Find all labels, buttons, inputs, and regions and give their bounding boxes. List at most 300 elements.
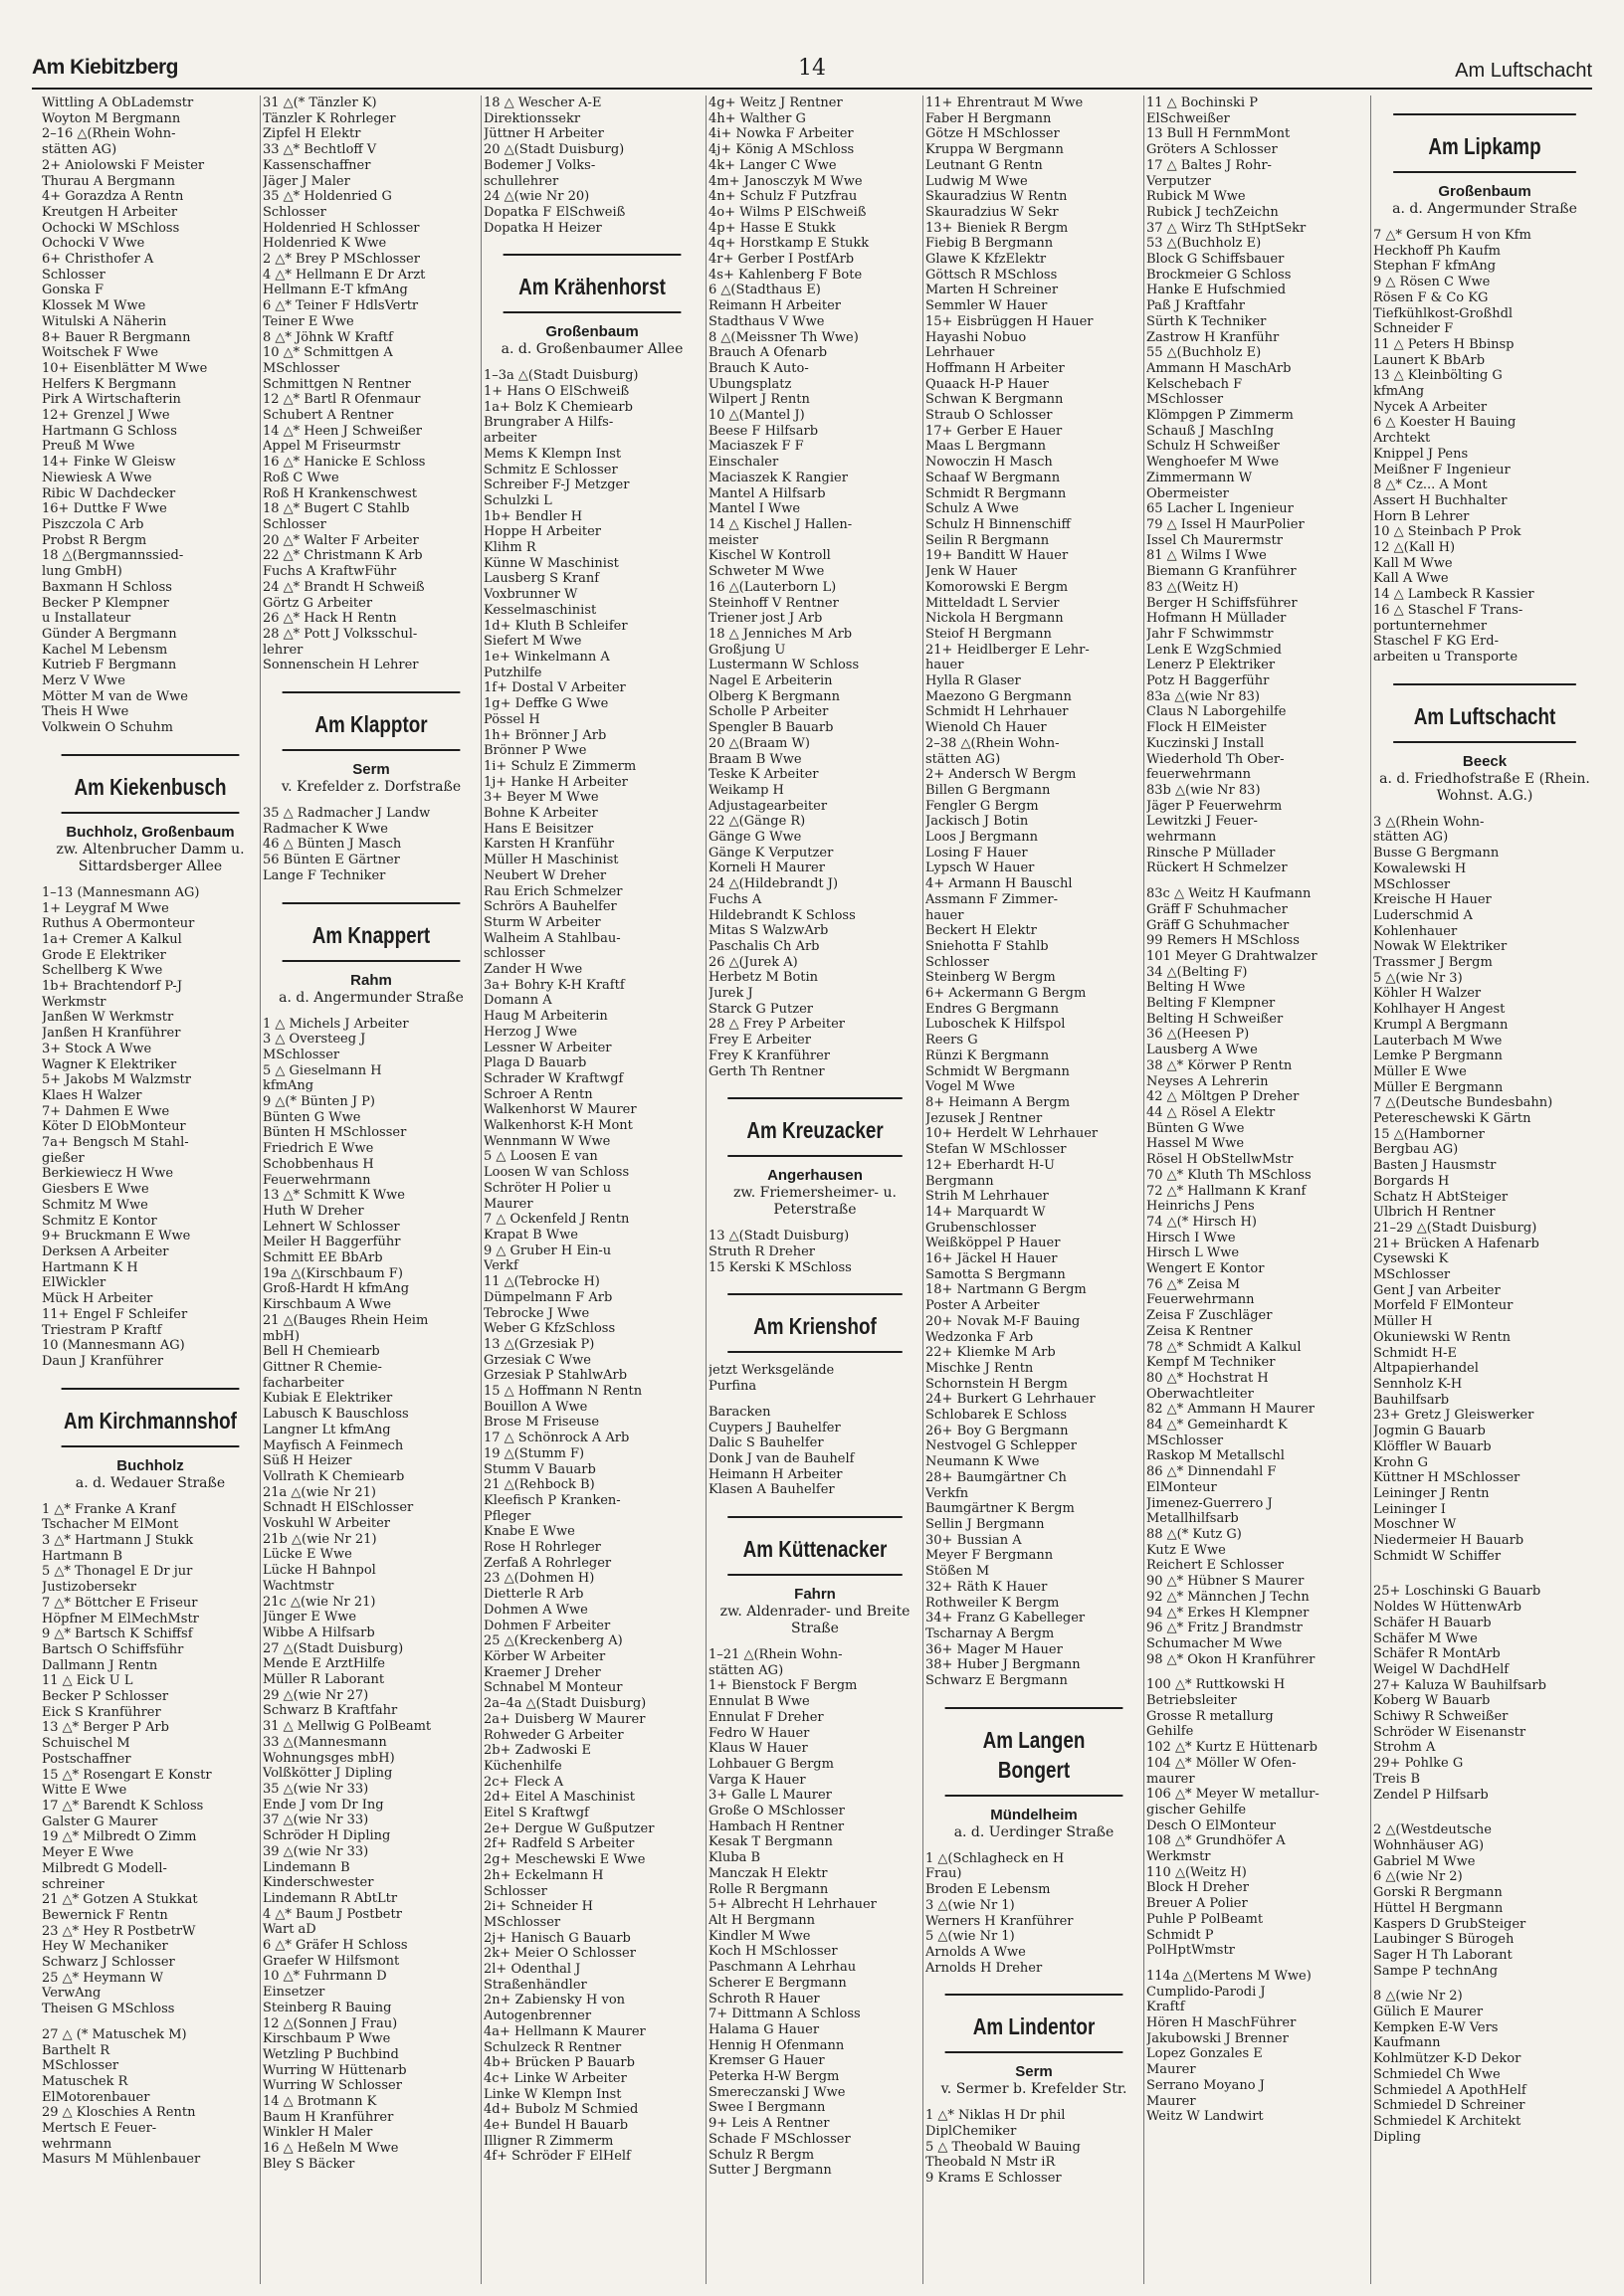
resident-entry: 19a △(Kirschbaum F) xyxy=(263,1265,403,1281)
resident-entry: 1a+ Bolz K Chemiearb xyxy=(484,399,633,415)
resident-entry: 17+ Gerber E Hauer xyxy=(925,423,1063,439)
resident-entry: 2g+ Meschewski E Wwe xyxy=(484,1852,646,1868)
resident-entry: 92 △* Männchen J Techn xyxy=(1146,1589,1310,1605)
resident-entry: Mayfisch A Feinmech xyxy=(263,1437,404,1453)
resident-entry: Nagel E Arbeiterin xyxy=(709,673,833,689)
resident-entry: MSchlosser xyxy=(263,360,340,376)
resident-entry: 4b+ Brücken P Bauarb xyxy=(484,2055,635,2071)
resident-entry: 4+ Gorazdza A Rentn xyxy=(42,189,184,205)
resident-entry: Rückert H Schmelzer xyxy=(1146,861,1288,876)
resident-entry: Brungraber A Hilfs- xyxy=(484,415,614,431)
resident-entry: 5 △ Theobald W Bauing xyxy=(925,2139,1081,2155)
resident-entry: Schmidt W Schiffer xyxy=(1373,1548,1502,1564)
resident-entry: stätten AG) xyxy=(1373,830,1449,846)
resident-entry: Verputzer xyxy=(1146,173,1211,189)
resident-entry: 21c △(wie Nr 21) xyxy=(263,1594,376,1610)
resident-entry: 2e+ Dergue W Gußputzer xyxy=(484,1820,655,1836)
resident-entry: MSchlosser xyxy=(1146,1433,1224,1448)
resident-entry: Köter D ElObMonteur xyxy=(42,1119,186,1135)
resident-entry: 35 △ Radmacher J Landw xyxy=(263,806,431,822)
resident-entry: Rose H Rohrleger xyxy=(484,1540,601,1556)
resident-entry: Heinrichs J Pens xyxy=(1146,1199,1255,1215)
resident-entry: Sonnenschein H Lehrer xyxy=(263,658,419,673)
resident-entry: Mitteldadt L Servier xyxy=(925,595,1060,611)
resident-entry: 4d+ Bubolz M Schmied xyxy=(484,2102,639,2118)
header-street-first: Am Kiebitzberg xyxy=(32,56,179,79)
resident-entry: 16 △(Lauterborn L) xyxy=(709,579,837,595)
directory-column xyxy=(1373,96,1596,2284)
column-divider xyxy=(481,96,482,2284)
resident-entry: 26+ Boy G Bergmann xyxy=(925,1423,1069,1438)
resident-entry: Skauradzius W Rentn xyxy=(925,189,1068,205)
resident-entry: Hennig H Ofenmann xyxy=(709,2037,845,2053)
resident-entry: 6 △ Koester H Bauing xyxy=(1373,415,1517,431)
resident-entry: Lausberg S Kranf xyxy=(484,571,600,587)
resident-entry: mbH) xyxy=(263,1328,301,1344)
resident-entry: Werners H Kranführer xyxy=(925,1913,1074,1929)
resident-entry: Lenk E WzgSchmied xyxy=(1146,642,1282,658)
resident-entry: Metallhilfsarb xyxy=(1146,1511,1239,1527)
resident-entry: Scholle P Arbeiter xyxy=(709,704,829,720)
resident-entry xyxy=(1373,1564,1596,1574)
resident-entry: 74 △(* Hirsch H) xyxy=(1146,1214,1257,1230)
resident-entry: Bergmann xyxy=(925,1173,994,1189)
resident-entry: Kleefisch P Kranken- xyxy=(484,1492,621,1508)
resident-entry: 10 (Mannesmann AG) xyxy=(42,1338,185,1354)
resident-entry: Staschel F KG Erd- xyxy=(1373,634,1499,650)
resident-entry: Seilin R Bergmann xyxy=(925,532,1050,548)
resident-entry: Wohnungsges mbH) xyxy=(263,1750,395,1766)
resident-entry: Kutrieb F Bergmann xyxy=(42,658,177,673)
resident-entry: 9+ Bruckmann E Wwe xyxy=(42,1229,191,1244)
resident-entry: stätten AG) xyxy=(709,1662,784,1678)
resident-entry: Sutter J Bergmann xyxy=(709,2163,832,2179)
resident-entry: Straßenhändler xyxy=(484,1977,587,1993)
resident-entry: Steinberg R Bauing xyxy=(263,2000,392,2015)
resident-entry: Billen G Bergmann xyxy=(925,782,1051,798)
resident-entry: Schlobarek E Schloss xyxy=(925,1408,1068,1424)
resident-entry: 16 △ Heßeln M Wwe xyxy=(263,2141,399,2157)
street-location-note: zw. Aldenrader- und Breite Straße xyxy=(719,1604,911,1637)
resident-entry: Luderschmid A xyxy=(1373,907,1473,923)
resident-entry: 2a–4a △(Stadt Duisburg) xyxy=(484,1696,647,1712)
resident-entry: Walkenhorst W Maurer xyxy=(484,1102,637,1118)
resident-entry: Okuniewski W Rentn xyxy=(1373,1329,1512,1345)
resident-entry: 11 △(Tebrocke H) xyxy=(484,1274,600,1290)
resident-entry: MSchlosser xyxy=(263,1047,340,1062)
resident-entry: Wohnhäuser AG) xyxy=(1373,1837,1485,1853)
resident-entry: 4e+ Bundel H Bauarb xyxy=(484,2118,629,2134)
resident-entry: Mantel A Hilfsarb xyxy=(709,485,826,501)
resident-entry: Maas L Bergmann xyxy=(925,439,1046,455)
resident-entry: Fiebig B Bergmann xyxy=(925,236,1054,252)
resident-entry: Kuczinski J Install xyxy=(1146,735,1265,751)
resident-entry: 15 △* Rosengart E Konstr xyxy=(42,1767,212,1783)
resident-entry: Luboschek K Hilfspol xyxy=(925,1017,1066,1033)
resident-entry: 2c+ Fleck A xyxy=(484,1774,564,1790)
resident-entry: Volßkötter J Dipling xyxy=(263,1766,393,1782)
resident-entry: Lücke H Bahnpol xyxy=(263,1563,376,1579)
resident-entry: 2a+ Duisberg W Maurer xyxy=(484,1711,646,1727)
resident-entry: Schrader W Kraftwgf xyxy=(484,1070,624,1086)
resident-entry: Bartsch O Schiffsführ xyxy=(42,1641,184,1657)
resident-entry: 1d+ Kluth B Schleifer xyxy=(484,618,628,634)
resident-entry: Schnabel M Monteur xyxy=(484,1680,623,1696)
resident-entry: 30+ Bussian A xyxy=(925,1532,1022,1548)
resident-entry: Schmiedel Ch Wwe xyxy=(1373,2066,1501,2082)
resident-entry: 23 △* Hey R PostbetrW xyxy=(42,1923,196,1939)
resident-entry: Wiederhold Th Ober- xyxy=(1146,751,1285,767)
resident-entry: MSchlosser xyxy=(1373,1267,1451,1283)
street-heading: Am Kiekenbusch xyxy=(62,754,240,814)
resident-entry: 7+ Dittmann A Schloss xyxy=(709,2007,861,2022)
resident-entry: Lessner W Arbeiter xyxy=(484,1040,612,1055)
resident-entry: Kelschebach F xyxy=(1146,376,1243,392)
resident-entry: Schwan K Bergmann xyxy=(925,392,1064,408)
street-location-note: zw. Friemersheimer- u. Peterstraße xyxy=(733,1185,897,1219)
street-heading: Am Klapptor xyxy=(283,691,461,751)
resident-entry: Knabe E Wwe xyxy=(484,1524,575,1540)
resident-entry: Großjung U xyxy=(709,642,786,658)
resident-entry: Brose M Friseuse xyxy=(484,1415,600,1431)
resident-entry: Kaufmann xyxy=(1373,2035,1441,2051)
resident-entry: Poster A Arbeiter xyxy=(925,1298,1040,1314)
resident-entry: 27+ Kaluza W Bauhilfsarb xyxy=(1373,1677,1546,1693)
resident-entry: Fuchs A xyxy=(709,891,762,907)
resident-entry: Kachel M Lebensm xyxy=(42,642,168,658)
resident-entry: Lücke E Wwe xyxy=(263,1547,352,1563)
resident-entry: 1j+ Hanke H Arbeiter xyxy=(484,774,628,790)
resident-entry: Wenghoefer M Wwe xyxy=(1146,455,1280,471)
resident-entry: Schwarz E Bergmann xyxy=(925,1673,1068,1689)
resident-entry: Schroer A Rentn xyxy=(484,1086,593,1102)
resident-entry: Kraemer J Dreher xyxy=(484,1664,601,1680)
resident-entry: Kraftf xyxy=(1146,2000,1185,2015)
resident-entry: Kowalewski H xyxy=(1373,861,1467,876)
resident-entry: Pössel H xyxy=(484,711,540,727)
resident-entry: 3a+ Bohry K-H Kraftf xyxy=(484,977,625,993)
resident-entry: 5 △ Loosen E van xyxy=(484,1149,598,1165)
resident-entry: Arnolds A Wwe xyxy=(925,1944,1026,1960)
street-heading: Am Lipkamp xyxy=(1393,113,1576,173)
resident-entry: Kempf M Techniker xyxy=(1146,1355,1276,1371)
resident-entry: Maezono G Bergmann xyxy=(925,688,1072,704)
resident-entry: 94 △* Erkes H Klempner xyxy=(1146,1605,1310,1621)
resident-entry: Heckhoff Ph Kaufm xyxy=(1373,243,1501,259)
resident-entry: Schmitz M Wwe xyxy=(42,1197,148,1213)
resident-entry: Trassmer J Bergm xyxy=(1373,955,1493,971)
resident-entry: Knippel J Pens xyxy=(1373,446,1469,462)
resident-entry: Wennmann W Wwe xyxy=(484,1133,611,1149)
resident-entry: 35 △* Holdenried G xyxy=(263,189,392,205)
resident-entry: Weigel W DachdHelf xyxy=(1373,1661,1510,1677)
resident-entry: Galster G Maurer xyxy=(42,1814,158,1829)
resident-entry: Götze H MSchlosser xyxy=(925,126,1060,142)
resident-entry: Borgards H xyxy=(1373,1173,1450,1189)
resident-entry: Große O MSchlosser xyxy=(709,1804,845,1819)
resident-entry: 18+ Nartmann G Bergm xyxy=(925,1282,1087,1298)
resident-entry: 10 △ Steinbach P Prok xyxy=(1373,524,1522,540)
resident-entry: Krumpl A Bergmann xyxy=(1373,1017,1509,1033)
resident-entry: 21–29 △(Stadt Duisburg) xyxy=(1373,1220,1537,1236)
resident-entry: 18 △ Jenniches M Arb xyxy=(709,626,853,642)
resident-entry: 4c+ Linke W Arbeiter xyxy=(484,2070,627,2086)
resident-entry: 72 △* Hallmann K Kranf xyxy=(1146,1183,1307,1199)
resident-entry: 22 △(Gänge R) xyxy=(709,814,806,830)
resident-entry: 7 △* Böttcher E Friseur xyxy=(42,1595,198,1611)
resident-entry: Gräff F Schuhmacher xyxy=(1146,901,1288,917)
street-heading: Am Küttenacker xyxy=(727,1516,902,1576)
resident-entry: Scherer E Bergmann xyxy=(709,1975,847,1991)
resident-entry: Klaus W Hauer xyxy=(709,1741,808,1757)
resident-entry: Stößen M xyxy=(925,1564,990,1580)
resident-entry: 27 △ (* Matuschek M) xyxy=(42,2026,187,2042)
resident-entry: 33 △(Mannesmann xyxy=(263,1734,387,1750)
street-heading: Am Krähenhorst xyxy=(504,254,682,313)
resident-entry: Brockmeier G Schloss xyxy=(1146,267,1292,283)
resident-entry: Jenk W Hauer xyxy=(925,564,1018,580)
resident-entry: 13 △* Schmitt K Wwe xyxy=(263,1188,405,1204)
resident-entry: 106 △* Meyer W metallur- xyxy=(1146,1787,1320,1803)
resident-entry: 8+ Heimann A Bergm xyxy=(925,1095,1071,1110)
resident-entry: Klihm R xyxy=(484,540,536,556)
resident-entry: Eick S Kranführer xyxy=(42,1704,161,1720)
resident-entry: 21b △(wie Nr 21) xyxy=(263,1531,377,1547)
resident-entry: Wibbe A Hilfsarb xyxy=(263,1625,375,1640)
resident-entry: Dalic S Bauhelfer xyxy=(709,1435,824,1451)
resident-entry: Schlosser xyxy=(263,204,326,220)
resident-entry: Maciaszek K Rangier xyxy=(709,470,848,485)
resident-entry: Janßen W Werkmstr xyxy=(42,1010,174,1026)
resident-entry: Schmidt H Lehrhauer xyxy=(925,704,1069,720)
resident-entry: Höpfner M ElMechMstr xyxy=(42,1611,199,1626)
resident-entry: Neubert W Dreher xyxy=(484,867,607,883)
resident-entry: u Installateur xyxy=(42,611,131,627)
resident-entry: Baracken xyxy=(709,1404,771,1420)
resident-entry: Eitel S Kraftwgf xyxy=(484,1806,589,1821)
resident-entry: Mantel I Wwe xyxy=(709,501,801,517)
resident-entry xyxy=(1373,1803,1596,1813)
resident-entry: Nycek A Arbeiter xyxy=(1373,399,1488,415)
resident-entry: 14 △ Brotmann K xyxy=(263,2094,377,2110)
resident-entry: Zander H Wwe xyxy=(484,962,583,978)
resident-entry: Tänzler K Rohrleger xyxy=(263,110,396,126)
resident-entry: Gerth Th Rentner xyxy=(709,1063,825,1079)
resident-entry: Meyer E Wwe xyxy=(42,1845,134,1861)
resident-entry: 4j+ König A MSchloss xyxy=(709,142,855,158)
resident-entry: Hanke E Hufschmied xyxy=(1146,283,1287,298)
resident-entry: ElWickler xyxy=(42,1275,106,1291)
resident-entry: Schumacher M Wwe xyxy=(1146,1635,1283,1651)
resident-entry: 76 △* Zeisa M xyxy=(1146,1276,1241,1292)
resident-entry: 20+ Novak M-F Bauing xyxy=(925,1313,1081,1329)
resident-entry: 6+ Christhofer A xyxy=(42,252,154,268)
resident-entry: Werkmstr xyxy=(42,994,106,1010)
resident-entry: Linke W Klempn Inst xyxy=(484,2086,622,2102)
resident-entry: Leininger I xyxy=(1373,1501,1446,1517)
street-location-note: a. d. Angermunder Straße xyxy=(279,989,464,1006)
resident-entry: 2 △* Brey P MSchlosser xyxy=(263,252,420,268)
resident-entry: Radmacher K Wwe xyxy=(263,821,388,837)
resident-entry: Gittner R Chemie- xyxy=(263,1360,382,1375)
resident-entry: Schweter M Wwe xyxy=(709,564,825,580)
resident-entry: schreiner xyxy=(42,1876,104,1892)
resident-entry: 4g+ Weitz J Rentner xyxy=(709,96,843,110)
resident-entry: Basten J Hausmstr xyxy=(1373,1158,1497,1174)
resident-entry: Mertsch E Feuer- xyxy=(42,2121,157,2137)
resident-entry: Künne W Maschinist xyxy=(484,555,619,571)
resident-entry: Direktionssekr xyxy=(484,110,581,126)
street-heading: Am Langen Bongert xyxy=(945,1707,1123,1797)
resident-entry: 1a+ Cremer A Kalkul xyxy=(42,931,182,947)
resident-entry: Sturm W Arbeiter xyxy=(484,914,601,930)
resident-entry: Theis H Wwe xyxy=(42,704,129,720)
resident-entry: Hildebrandt K Schloss xyxy=(709,907,856,923)
street-location-note: a. d. Uerdinger Straße xyxy=(953,1823,1115,1840)
resident-entry: Steiof H Bergmann xyxy=(925,626,1052,642)
resident-entry xyxy=(1373,1979,1596,1989)
resident-entry: Cuypers J Bauhelfer xyxy=(709,1420,841,1435)
resident-entry: Theobald N Mstr iR xyxy=(925,2155,1056,2171)
resident-entry: 18 △(Bergmannssied- xyxy=(42,548,184,564)
resident-entry: 79 △ Issel H MaurPolier xyxy=(1146,516,1305,532)
resident-entry: Horn B Lehrer xyxy=(1373,508,1470,524)
resident-entry: Loos J Bergmann xyxy=(925,830,1039,846)
resident-entry: Lypsch W Hauer xyxy=(925,861,1035,876)
resident-entry: Wedzonka F Arb xyxy=(925,1329,1034,1345)
resident-entry: Schmiedel K Architekt xyxy=(1373,2113,1522,2129)
resident-entry: 100 △* Ruttkowski H xyxy=(1146,1677,1286,1693)
resident-entry: Wachtmstr xyxy=(263,1578,334,1594)
resident-entry: 44 △ Rösel A Elektr xyxy=(1146,1105,1276,1120)
resident-entry: Puhle P PolBeamt xyxy=(1146,1911,1264,1927)
resident-entry: 2d+ Eitel A Maschinist xyxy=(484,1790,635,1806)
resident-entry: Weitz W Landwirt xyxy=(1146,2109,1264,2125)
resident-entry: 23 △(Dohmen H) xyxy=(484,1571,595,1587)
resident-entry: ElMonteur xyxy=(1146,1479,1217,1495)
resident-entry: Schroth R Hauer xyxy=(709,1991,820,2007)
resident-entry: 16+ Jäckel H Hauer xyxy=(925,1251,1058,1267)
resident-entry: 14 △* Heen J Schweißer xyxy=(263,423,423,439)
resident-entry: Komorowski E Bergm xyxy=(925,579,1069,595)
resident-entry: Hassel M Wwe xyxy=(1146,1136,1245,1152)
resident-entry: 56 Bünten E Gärtner xyxy=(263,853,400,868)
resident-entry: 19 △(Stumm F) xyxy=(484,1445,585,1461)
resident-entry: Altpapierhandel xyxy=(1373,1361,1479,1377)
resident-entry: Bodemer J Volks- xyxy=(484,157,596,173)
resident-entry: Schäfer H Bauarb xyxy=(1373,1615,1492,1630)
resident-entry: Voxbrunner W xyxy=(484,587,578,603)
resident-entry: 31 △ Mellwig G PolBeamt xyxy=(263,1719,432,1735)
resident-entry: Beese F Hilfsarb xyxy=(709,423,819,439)
resident-entry: 26 △* Hack H Rentn xyxy=(263,611,397,627)
resident-entry: Labusch K Bauschloss xyxy=(263,1407,409,1423)
resident-entry: Peterka H-W Bergm xyxy=(709,2069,840,2085)
resident-entry: Frau) xyxy=(925,1866,962,1882)
resident-entry: Arnolds H Dreher xyxy=(925,1960,1043,1976)
resident-entry: Samotta S Bergmann xyxy=(925,1266,1066,1282)
resident-entry: ElMotorenbauer xyxy=(42,2089,150,2105)
resident-entry: 20 △(Braam W) xyxy=(709,735,810,751)
resident-entry: Niewiesk A Wwe xyxy=(42,470,152,485)
resident-entry: 13 △ Kleinbölting G xyxy=(1373,368,1503,384)
resident-entry: Roß H Krankenschwest xyxy=(263,485,417,501)
resident-entry: 2k+ Meier O Schlosser xyxy=(484,1946,636,1962)
resident-entry: Assert H Buchhalter xyxy=(1373,492,1508,508)
resident-entry: 12 △(Kall H) xyxy=(1373,540,1456,556)
resident-entry xyxy=(1146,1959,1369,1969)
resident-entry: Kutz E Wwe xyxy=(1146,1542,1226,1558)
resident-entry: 28+ Baumgärtner Ch xyxy=(925,1469,1067,1485)
resident-entry: Maurer xyxy=(1146,2093,1196,2109)
resident-entry: Derksen A Arbeiter xyxy=(42,1244,169,1259)
resident-entry: Stadthaus V Wwe xyxy=(709,313,825,329)
resident-entry: 1f+ Dostal V Arbeiter xyxy=(484,680,626,696)
resident-entry: 4m+ Janosczyk M Wwe xyxy=(709,173,863,189)
resident-entry: Göttsch R MSchloss xyxy=(925,267,1058,283)
resident-entry: Dohmen F Arbeiter xyxy=(484,1618,611,1633)
resident-entry: Woyton M Bergmann xyxy=(42,110,181,126)
resident-entry: Faber H Bergmann xyxy=(925,110,1052,126)
resident-entry: 5+ Albrecht H Lehrhauer xyxy=(709,1897,877,1913)
resident-entry: 37 △(wie Nr 33) xyxy=(263,1813,369,1828)
resident-entry: Barthelt R xyxy=(42,2042,110,2058)
resident-entry: 99 Remers H MSchloss xyxy=(1146,933,1300,949)
resident-entry: Jakubowski J Brenner xyxy=(1146,2030,1289,2046)
resident-entry: 1b+ Bendler H xyxy=(484,508,583,524)
resident-entry: Glawe K KfzElektr xyxy=(925,252,1047,268)
district-name: Serm xyxy=(352,761,390,779)
resident-entry: 33 △* Bechtloff V xyxy=(263,142,377,158)
resident-entry: Postschaffner xyxy=(42,1751,131,1767)
resident-entry: Schuischel M xyxy=(42,1736,130,1752)
resident-entry: Teske K Arbeiter xyxy=(709,767,819,783)
resident-entry: 1–3a △(Stadt Duisburg) xyxy=(484,368,639,384)
resident-entry: Lewitzki J Feuer- xyxy=(1146,814,1258,830)
district-name: Serm xyxy=(1015,2063,1053,2081)
resident-entry: Herzog J Wwe xyxy=(484,1024,577,1040)
resident-entry: Potz H Baggerführ xyxy=(1146,673,1270,689)
resident-entry: 28 △* Pott J Volksschul- xyxy=(263,626,418,642)
resident-entry: Neyses A Lehrerin xyxy=(1146,1073,1269,1089)
resident-entry: Witulski A Näherin xyxy=(42,313,167,329)
resident-entry: Lehnert W Schlosser xyxy=(263,1219,400,1235)
resident-entry: 1+ Hans O ElSchweiß xyxy=(484,384,630,400)
resident-entry: lehrer xyxy=(263,642,304,658)
resident-entry: 32+ Räth K Hauer xyxy=(925,1579,1048,1595)
resident-entry: 6 △* Gräfer H Schloss xyxy=(263,1938,408,1954)
resident-entry: Schulz H Binnenschiff xyxy=(925,516,1071,532)
resident-entry: 31 △(* Tänzler K) xyxy=(263,96,377,110)
resident-entry: 2–38 △(Rhein Wohn- xyxy=(925,735,1060,751)
resident-entry: Ennulat F Dreher xyxy=(709,1709,824,1725)
resident-entry: Schubert A Rentner xyxy=(263,408,394,424)
district-name: Mündelheim xyxy=(990,1806,1078,1823)
resident-entry: Hayashi Nobuo xyxy=(925,329,1027,345)
resident-entry: Lustermann W Schloss xyxy=(709,658,860,673)
resident-entry: facharbeiter xyxy=(263,1375,344,1391)
resident-entry: Bell H Chemiearb xyxy=(263,1344,380,1360)
resident-entry: Günder A Bergmann xyxy=(42,626,177,642)
resident-entry: 110 △(Weitz H) xyxy=(1146,1864,1247,1880)
resident-entry: Paschalis Ch Arb xyxy=(709,938,820,954)
resident-entry: Hans E Beisitzer xyxy=(484,821,594,837)
page-number: 14 xyxy=(798,56,826,81)
resident-entry: 24 △(wie Nr 20) xyxy=(484,189,590,205)
resident-entry: Stephan F kfmAng xyxy=(1373,259,1497,275)
resident-entry: Zeisa F Zuschläger xyxy=(1146,1308,1273,1324)
resident-entry: 108 △* Grundhöfer A xyxy=(1146,1833,1286,1849)
